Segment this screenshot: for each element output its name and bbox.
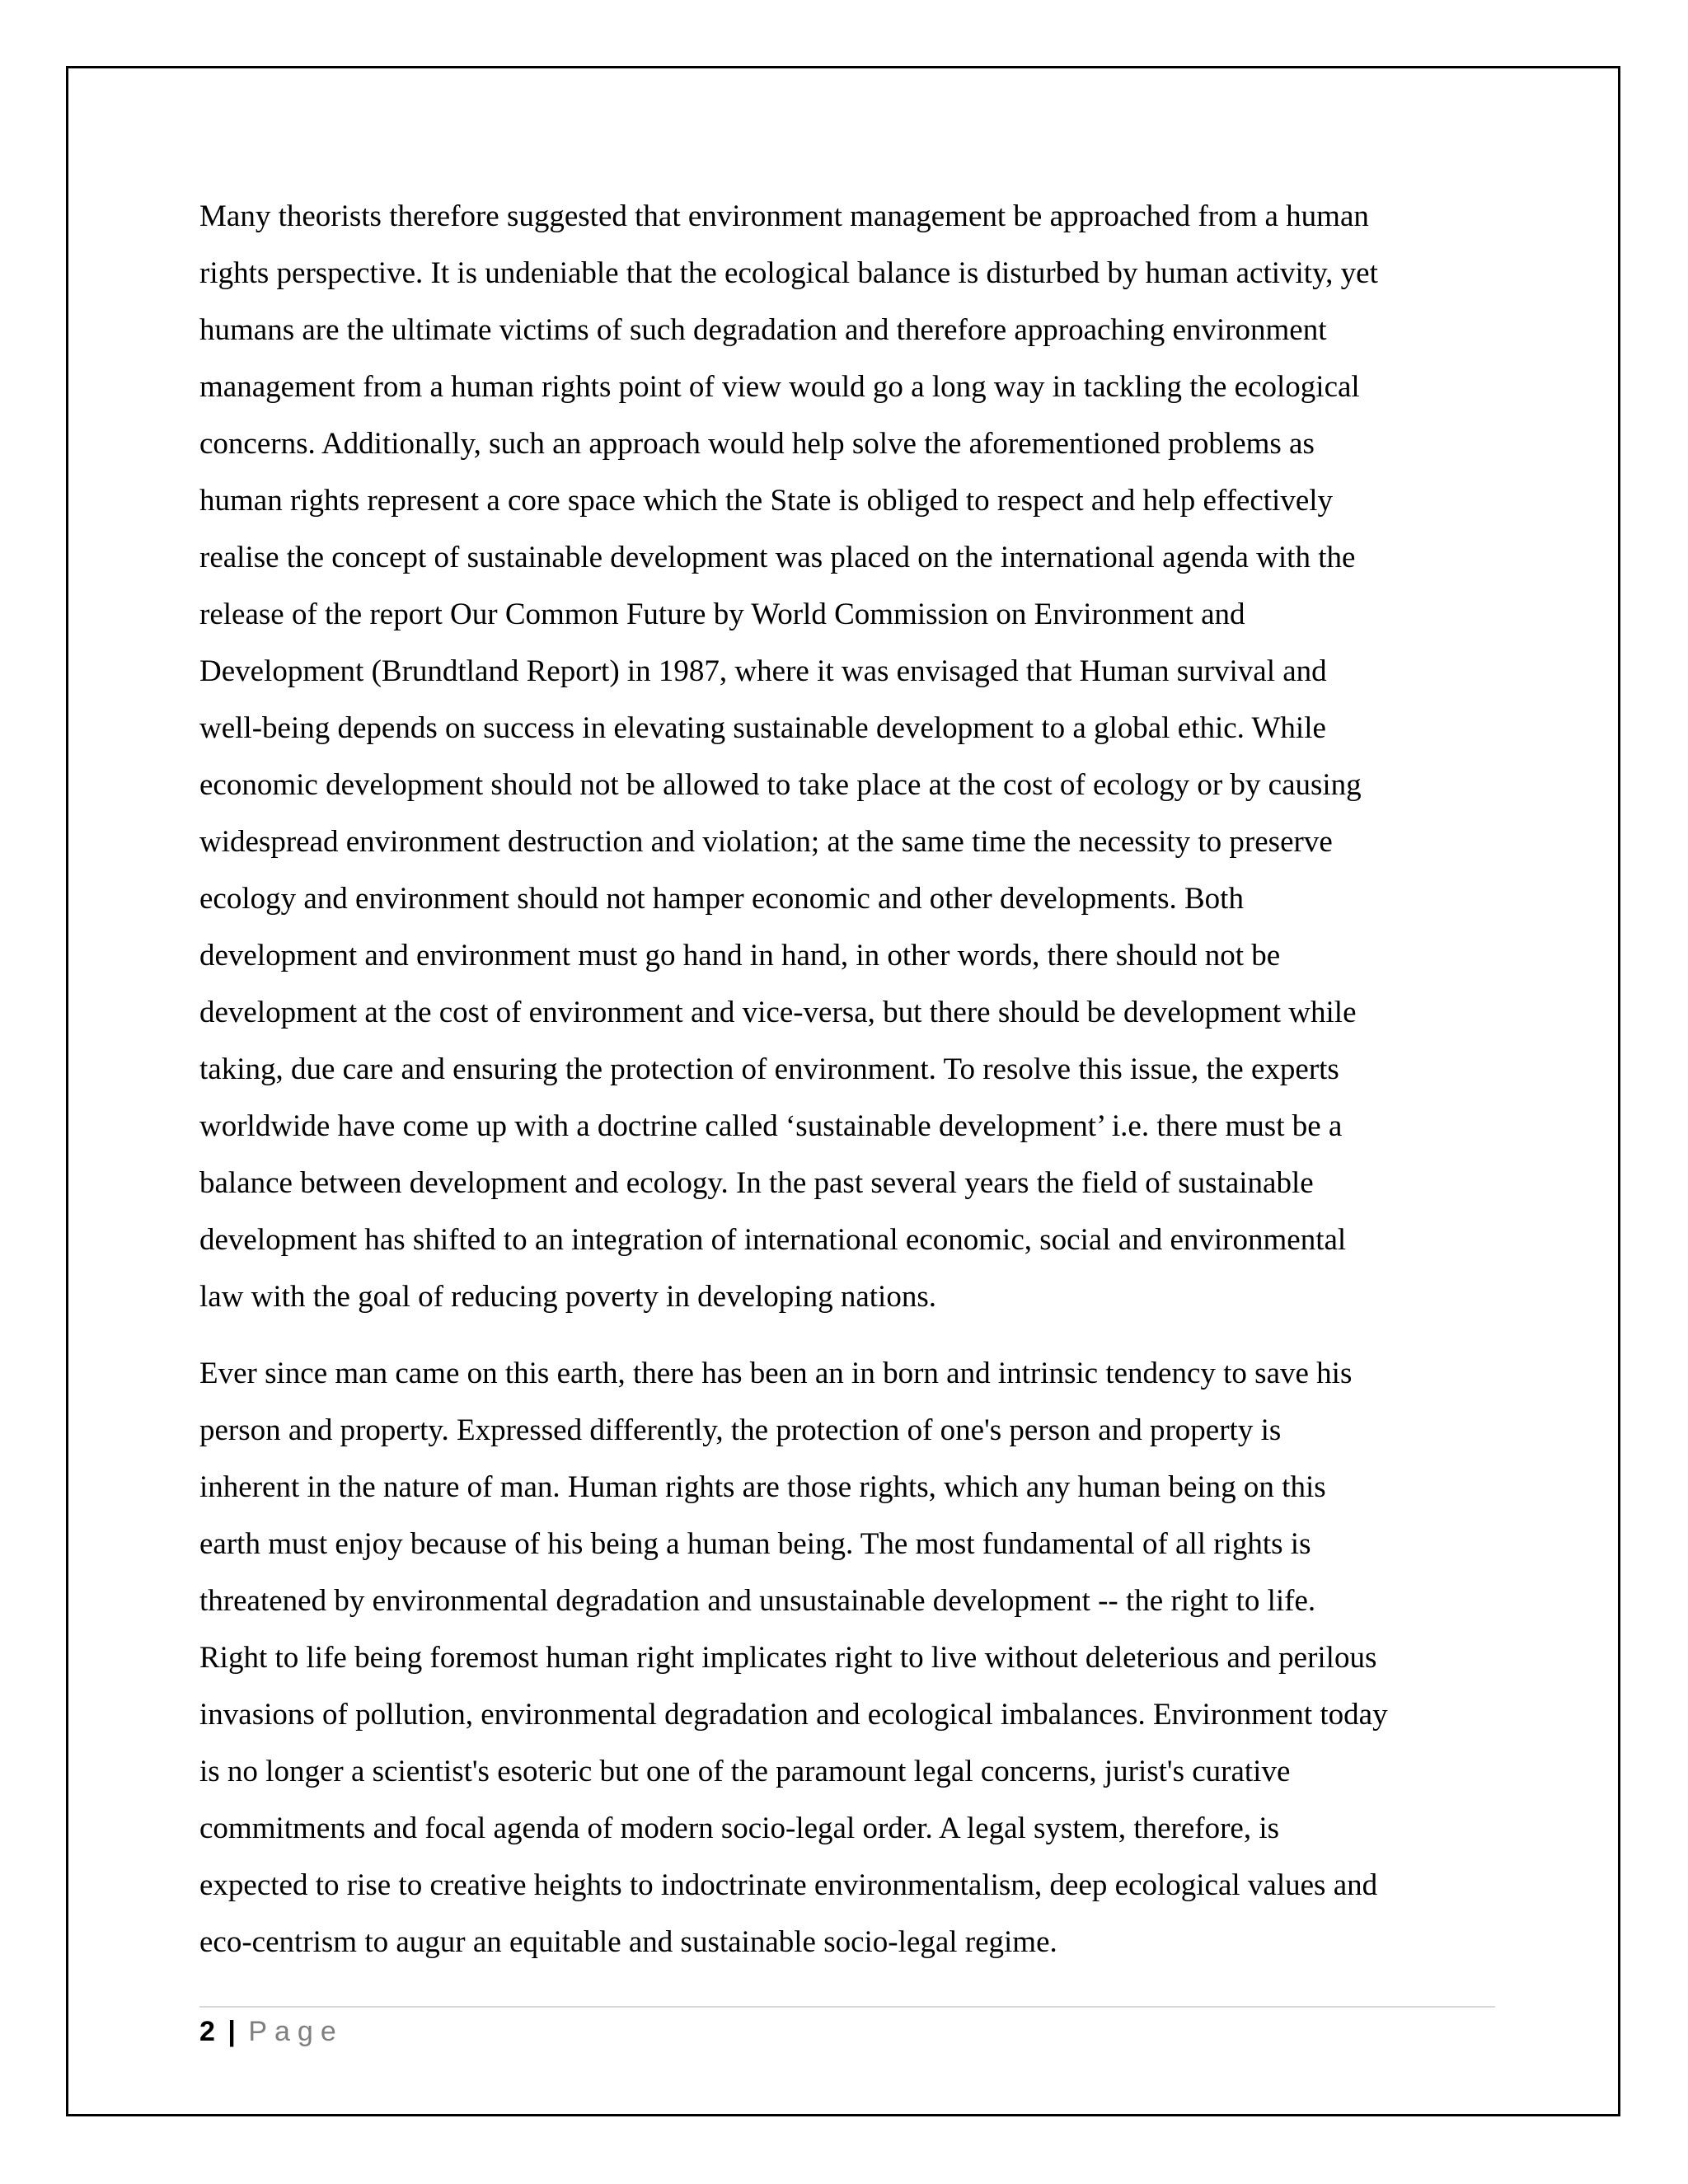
text-line: ecology and environment should not hamper economic and other developments. Both: [199, 882, 1244, 916]
text-line: taking, due care and ensuring the protection of environment. To resolve this issue, the experts: [199, 1052, 1339, 1086]
text-line: management from a human rights point of view would go a long way in tackling the ecological: [199, 370, 1360, 404]
text-line: rights perspective. It is undeniable that the ecological balance is disturbed by human activity, yet: [199, 256, 1378, 290]
text-line: expected to rise to creative heights to indoctrinate environmentalism, deep ecological values and: [199, 1868, 1378, 1902]
text-line: threatened by environmental degradation and unsustainable development -- the right to life.: [199, 1584, 1316, 1618]
page-label: Page: [248, 2016, 344, 2047]
footer-separator: |: [227, 2016, 236, 2047]
text-line: Ever since man came on this earth, there has been an in born and intrinsic tendency to save his: [199, 1357, 1353, 1390]
text-line: concerns. Additionally, such an approach would help solve the aforementioned problems as: [199, 427, 1315, 461]
text-line: earth must enjoy because of his being a human being. The most fundamental of all rights is: [199, 1527, 1311, 1561]
text-line: invasions of pollution, environmental degradation and ecological imbalances. Environment today: [199, 1698, 1388, 1732]
text-line: widespread environment destruction and violation; at the same time the necessity to preserve: [199, 825, 1333, 859]
text-line: commitments and focal agenda of modern socio-legal order. A legal system, therefore, is: [199, 1811, 1280, 1845]
text-line: law with the goal of reducing poverty in developing nations.: [199, 1280, 936, 1314]
paragraph: [199, 1350, 1500, 1975]
text-line: Development (Brundtland Report) in 1987, where it was envisaged that Human survival and: [199, 654, 1327, 688]
text-line: human rights represent a core space which the State is obliged to respect and help effectively: [199, 484, 1334, 518]
text-line: Many theorists therefore suggested that environment management be approached from a human: [199, 199, 1369, 233]
text-line: worldwide have come up with a doctrine called ‘sustainable development’ i.e. there must be a: [199, 1109, 1343, 1143]
text-line: realise the concept of sustainable development was placed on the international agenda with the: [199, 541, 1356, 574]
page-number: 2: [199, 2016, 215, 2047]
text-line: is no longer a scientist's esoteric but one of the paramount legal concerns, jurist's curative: [199, 1755, 1291, 1788]
footer-divider: [199, 2006, 1495, 2008]
page-footer: [199, 2006, 344, 2057]
text-line: eco-centrism to augur an equitable and sustainable socio-legal regime.: [199, 1925, 1057, 1959]
text-line: person and property. Expressed differently, the protection of one's person and property is: [199, 1413, 1282, 1447]
text-line: release of the report Our Common Future by World Commission on Environment and: [199, 598, 1245, 631]
paragraph: [199, 193, 1500, 1330]
text-line: balance between development and ecology. In the past several years the field of sustainable: [199, 1166, 1314, 1200]
text-line: Right to life being foremost human right implicates right to live without deleterious and perilous: [199, 1641, 1377, 1675]
text-line: inherent in the nature of man. Human rights are those rights, which any human being on this: [199, 1470, 1326, 1504]
text-line: development and environment must go hand in hand, in other words, there should not be: [199, 939, 1281, 972]
text-line: well-being depends on success in elevating sustainable development to a global ethic. While: [199, 711, 1326, 745]
document-body: [199, 193, 1500, 1975]
text-line: development at the cost of environment and vice-versa, but there should be development while: [199, 996, 1357, 1029]
text-line: economic development should not be allowed to take place at the cost of ecology or by causing: [199, 768, 1362, 802]
text-line: development has shifted to an integration of international economic, social and environmental: [199, 1223, 1347, 1257]
paragraph-gap: [199, 1330, 1500, 1350]
text-line: humans are the ultimate victims of such degradation and therefore approaching environment: [199, 313, 1327, 347]
